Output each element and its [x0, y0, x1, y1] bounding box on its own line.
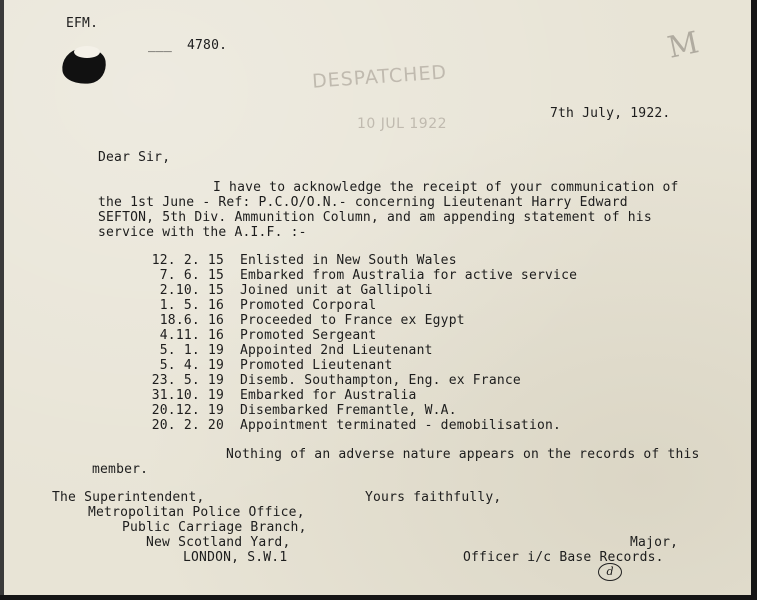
service-date: 5. 4. 19 [159, 358, 224, 373]
service-date: 31.10. 19 [151, 388, 224, 403]
service-date: 5. 1. 19 [159, 343, 224, 358]
service-event: Enlisted in New South Wales [240, 253, 457, 268]
salutation: Dear Sir, [98, 150, 171, 165]
addressee-line: The Superintendent, [52, 490, 205, 505]
body-line: I have to acknowledge the receipt of your communication of [213, 180, 679, 195]
service-date: 4.11. 16 [159, 328, 224, 343]
service-event: Embarked for Australia [240, 388, 417, 403]
service-date: 23. 5. 19 [151, 373, 224, 388]
service-event: Appointed 2nd Lieutenant [240, 343, 433, 358]
addressee-line: Public Carriage Branch, [122, 520, 307, 535]
body-line: service with the A.I.F. :- [98, 225, 307, 240]
signatory-rank: Major, [630, 535, 679, 550]
body-line: SEFTON, 5th Div. Ammunition Column, and am appending statement of his [98, 210, 652, 225]
ref-code: EFM. [66, 16, 99, 31]
scan-edge-left [0, 0, 4, 600]
service-date: 20. 2. 20 [151, 418, 224, 433]
service-event: Joined unit at Gallipoli [240, 283, 433, 298]
closing-note-line: member. [92, 462, 149, 477]
service-event: Disemb. Southampton, Eng. ex France [240, 373, 521, 388]
service-event: Promoted Lieutenant [240, 358, 393, 373]
valediction: Yours faithfully, [365, 490, 502, 505]
service-date: 12. 2. 15 [151, 253, 224, 268]
service-event: Promoted Sergeant [240, 328, 377, 343]
handwritten-initial: d [598, 563, 622, 581]
scan-edge-right [751, 0, 757, 600]
service-event: Disembarked Fremantle, W.A. [240, 403, 457, 418]
service-event: Proceeded to France ex Egypt [240, 313, 465, 328]
addressee-line: LONDON, S.W.1 [183, 550, 288, 565]
service-event: Embarked from Australia for active service [240, 268, 578, 283]
file-number-rule: ___ [148, 38, 173, 53]
service-event: Promoted Corporal [240, 298, 377, 313]
service-event: Appointment terminated - demobilisation. [240, 418, 562, 433]
service-date: 2.10. 15 [159, 283, 224, 298]
service-date: 20.12. 19 [151, 403, 224, 418]
closing-note-line: Nothing of an adverse nature appears on the records of this [226, 447, 700, 462]
despatched-stamp: DESPATCHED [311, 61, 448, 93]
despatched-stamp-date: 10 JUL 1922 [357, 116, 448, 132]
service-date: 1. 5. 16 [159, 298, 224, 313]
body-line: the 1st June - Ref: P.C.O/O.N.- concerning Lieutenant Harry Edward [98, 195, 628, 210]
service-date: 7. 6. 15 [159, 268, 224, 283]
addressee-line: Metropolitan Police Office, [88, 505, 305, 520]
scan-edge-bottom [0, 595, 757, 600]
service-date: 18.6. 16 [159, 313, 224, 328]
paper-tear [74, 46, 100, 58]
signatory-title: Officer i/c Base Records. [463, 550, 664, 565]
file-number: 4780. [187, 38, 228, 53]
pencil-annotation: M [664, 25, 703, 66]
letter-date: 7th July, 1922. [550, 106, 671, 121]
addressee-line: New Scotland Yard, [146, 535, 291, 550]
